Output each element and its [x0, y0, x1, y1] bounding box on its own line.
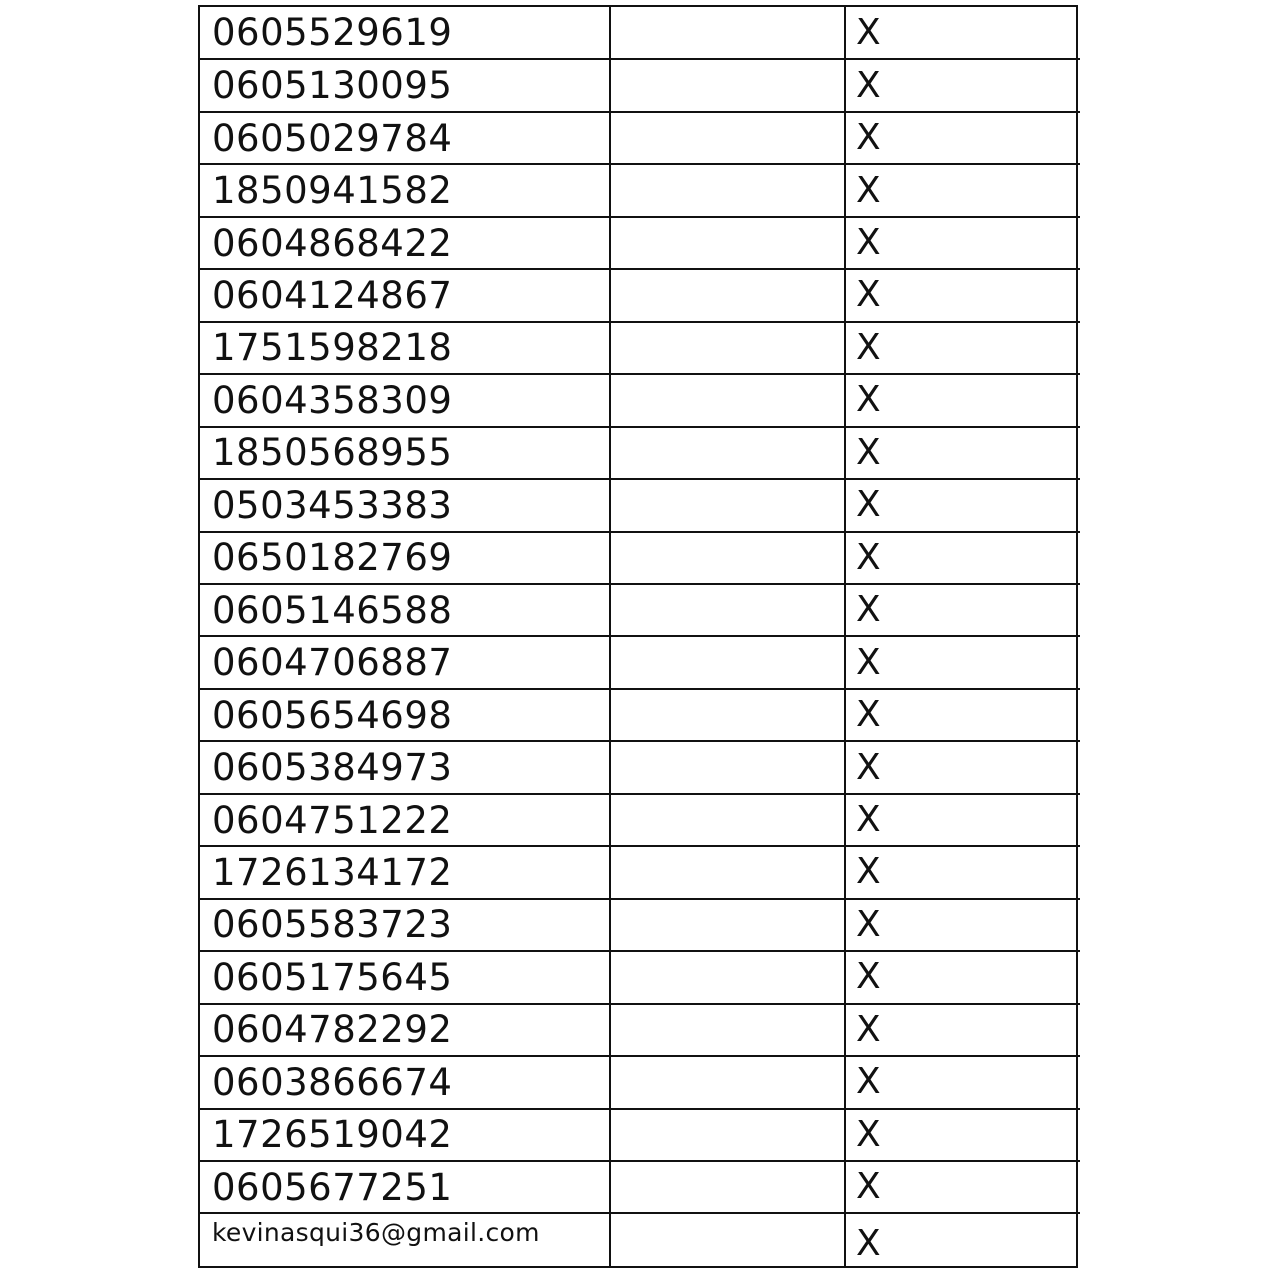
id-cell: 0604124867 — [200, 269, 610, 321]
blank-cell — [610, 951, 845, 1003]
table-row — [200, 899, 1080, 951]
table-row — [200, 951, 1080, 1003]
mark-cell: X — [845, 217, 1080, 269]
table-row — [200, 794, 1080, 846]
table-row — [200, 741, 1080, 793]
id-cell: 0605029784 — [200, 112, 610, 164]
id-cell: 0605654698 — [200, 689, 610, 741]
mark-cell: X — [845, 584, 1080, 636]
table-row — [200, 689, 1080, 741]
id-cell: 0604782292 — [200, 1004, 610, 1056]
table-row — [200, 636, 1080, 688]
mark-cell: X — [845, 427, 1080, 479]
blank-cell — [610, 1004, 845, 1056]
mark-cell: X — [845, 1161, 1080, 1213]
id-cell: 1726134172 — [200, 846, 610, 898]
mark-cell: X — [845, 846, 1080, 898]
id-cell: 0503453383 — [200, 479, 610, 531]
blank-cell — [610, 217, 845, 269]
blank-cell — [610, 1213, 845, 1266]
mark-cell: X — [845, 1004, 1080, 1056]
table-row — [200, 7, 1080, 59]
mark-cell: X — [845, 1109, 1080, 1161]
mark-cell: X — [845, 741, 1080, 793]
table-row — [200, 217, 1080, 269]
blank-cell — [610, 1109, 845, 1161]
id-cell: 0605529619 — [200, 7, 610, 59]
id-cell: 1850568955 — [200, 427, 610, 479]
email-cell: kevinasqui36@gmail.com — [200, 1213, 610, 1266]
blank-cell — [610, 846, 845, 898]
table-row — [200, 164, 1080, 216]
mark-cell: X — [845, 374, 1080, 426]
id-cell: 1751598218 — [200, 322, 610, 374]
id-cell: 0604706887 — [200, 636, 610, 688]
mark-cell: X — [845, 479, 1080, 531]
table-row — [200, 1161, 1080, 1213]
id-cell: 0605583723 — [200, 899, 610, 951]
table-row — [200, 322, 1080, 374]
id-cell: 0605677251 — [200, 1161, 610, 1213]
table-row — [200, 269, 1080, 321]
mark-cell: X — [845, 689, 1080, 741]
blank-cell — [610, 899, 845, 951]
blank-cell — [610, 1161, 845, 1213]
id-cell: 0605384973 — [200, 741, 610, 793]
id-cell: 0650182769 — [200, 532, 610, 584]
blank-cell — [610, 741, 845, 793]
blank-cell — [610, 584, 845, 636]
mark-cell: X — [845, 59, 1080, 111]
id-cell: 0604868422 — [200, 217, 610, 269]
table-row — [200, 1213, 1080, 1266]
mark-cell: X — [845, 1213, 1080, 1266]
id-cell: 0603866674 — [200, 1056, 610, 1108]
id-cell: 1726519042 — [200, 1109, 610, 1161]
mark-cell: X — [845, 112, 1080, 164]
mark-cell: X — [845, 164, 1080, 216]
mark-cell: X — [845, 636, 1080, 688]
blank-cell — [610, 532, 845, 584]
mark-cell: X — [845, 1056, 1080, 1108]
document-table — [198, 5, 1078, 1268]
blank-cell — [610, 689, 845, 741]
blank-cell — [610, 794, 845, 846]
table-row — [200, 1109, 1080, 1161]
blank-cell — [610, 322, 845, 374]
blank-cell — [610, 636, 845, 688]
table-row — [200, 1056, 1080, 1108]
table-row — [200, 846, 1080, 898]
table-row — [200, 479, 1080, 531]
blank-cell — [610, 112, 845, 164]
id-cell: 0605175645 — [200, 951, 610, 1003]
mark-cell: X — [845, 532, 1080, 584]
table-row — [200, 584, 1080, 636]
mark-cell: X — [845, 322, 1080, 374]
blank-cell — [610, 479, 845, 531]
mark-cell: X — [845, 269, 1080, 321]
id-cell: 0605130095 — [200, 59, 610, 111]
id-cell: 0604751222 — [200, 794, 610, 846]
mark-cell: X — [845, 794, 1080, 846]
id-checklist-table — [200, 7, 1080, 1266]
mark-cell: X — [845, 951, 1080, 1003]
blank-cell — [610, 374, 845, 426]
table-row — [200, 374, 1080, 426]
table-row — [200, 532, 1080, 584]
blank-cell — [610, 1056, 845, 1108]
id-cell: 1850941582 — [200, 164, 610, 216]
mark-cell: X — [845, 899, 1080, 951]
table-row — [200, 112, 1080, 164]
blank-cell — [610, 59, 845, 111]
blank-cell — [610, 164, 845, 216]
table-row — [200, 1004, 1080, 1056]
blank-cell — [610, 269, 845, 321]
blank-cell — [610, 427, 845, 479]
mark-cell: X — [845, 7, 1080, 59]
table-row — [200, 59, 1080, 111]
blank-cell — [610, 7, 845, 59]
id-cell: 0605146588 — [200, 584, 610, 636]
table-body — [200, 7, 1080, 1266]
id-cell: 0604358309 — [200, 374, 610, 426]
table-row — [200, 427, 1080, 479]
